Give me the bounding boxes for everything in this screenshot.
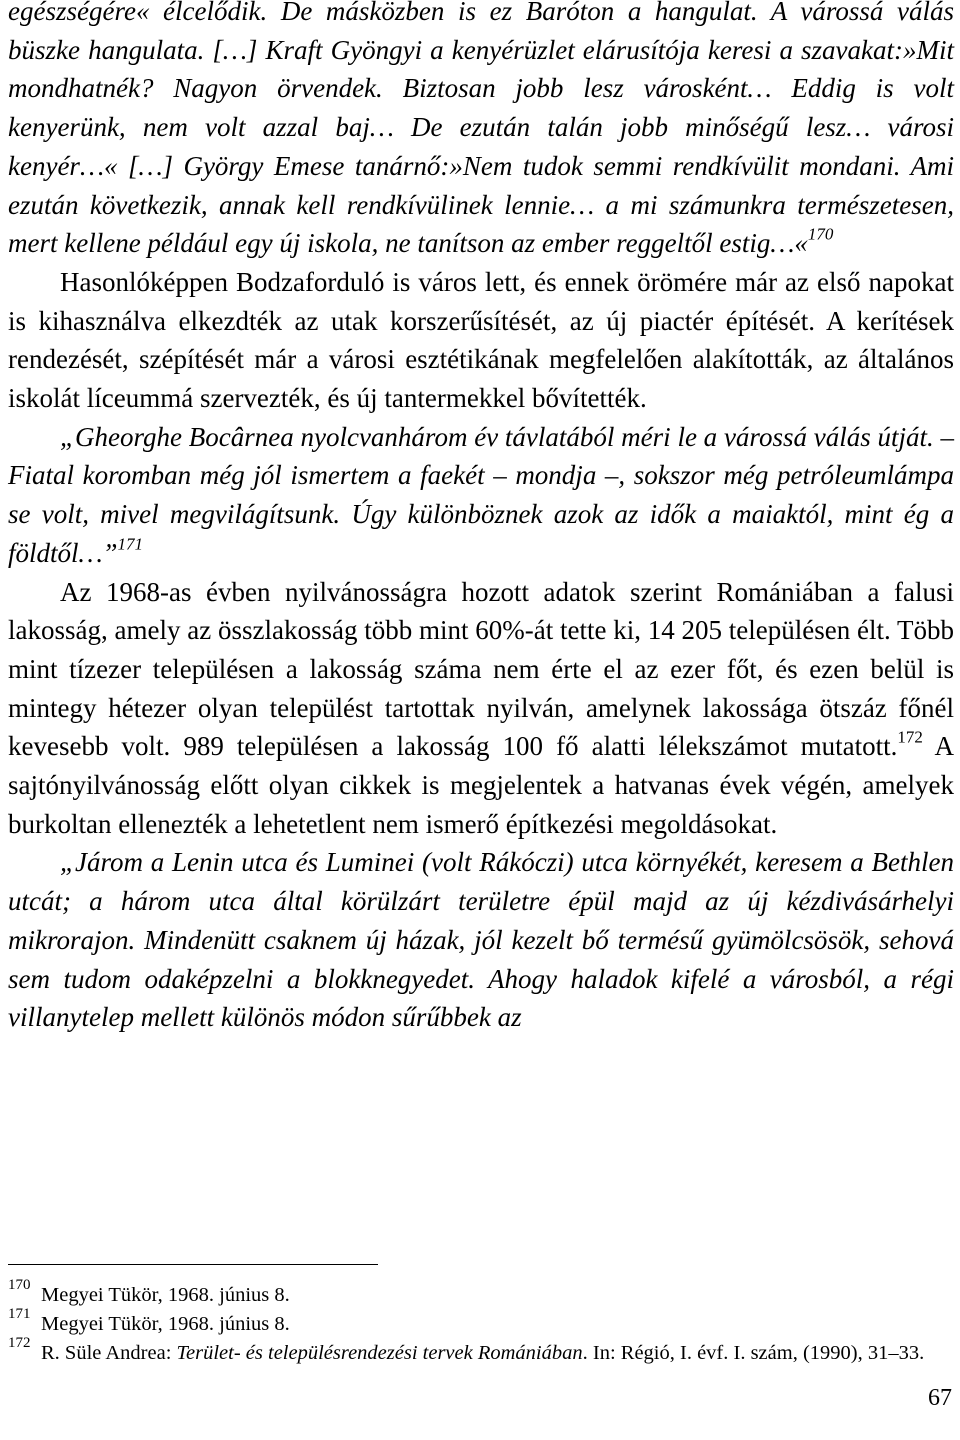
text-run: Hasonlóképpen Bodzaforduló is város lett, és ennek örömére már az első napokat is kihasználva elkezdték az utak korszerűsítését, az új piactér építését. A kerítések rendezését, szépítését már a városi esztétikának megfelelően alakították, az általános iskolát líceummá szervezték, és új tantermekkel bővítették.	[8, 266, 954, 414]
text-run: Megyei Tükör, 1968. június 8.	[41, 1313, 290, 1335]
body-text	[8, 0, 954, 1037]
footnotes	[8, 1277, 954, 1368]
footnote-text	[41, 1313, 290, 1335]
footnote-number: 172	[8, 1335, 31, 1351]
footnote-reference: 172	[897, 727, 923, 747]
footnote-divider	[8, 1264, 378, 1265]
footnote	[8, 1306, 954, 1339]
paragraph	[8, 573, 954, 844]
text-run: A sajtónyilvánosság előtt olyan cikkek is megjelentek a hatvanas évek végén, amelyek burkoltan ellenezték a lehetetlent nem ismerő építkezési megoldásokat.	[8, 731, 954, 839]
footnote	[8, 1277, 954, 1310]
footnote-reference: 171	[117, 534, 144, 554]
text-run: . In: Régió, I. évf. I. szám, (1990), 31‒33.	[582, 1342, 925, 1364]
italic-text-run: egészségére« élcelődik. De másközben is ez Baróton a hangulat. A várossá válás büszke hangulata. […] Kraft Gyöngyi a kenyérüzlet elárusítója keresi a szavakat:»Mit mondhatnék? Nagyon örvendek. Biztosan jobb lesz városként… Eddig is volt kenyerünk, nem volt azzal baj… De ezután talán jobb minőségű lesz… városi kenyér…« […] György Emese tanárnő:»Nem tudok semmi rendkívülit mondani. Ami ezután következik, annak kell rendkívülinek lennie… a mi számunkra természetesen, mert kellene például egy új iskola, ne tanítson az ember reggeltől estig…«	[8, 0, 954, 259]
italic-text-run: Terület- és településrendezési tervek Romániában	[176, 1342, 583, 1364]
text-run: Az 1968-as évben nyilvánosságra hozott adatok szerint Romániában a falusi lakosság, amely az összlakosság több mint 60%-át tette ki, 14 205 településen élt. Több mint tízezer településen a lakosság száma nem érte el az ezer főt, és ezen belül is mintegy hétezer olyan települést tartottak nyilván, amelynek lakossága ötszáz főnél kevesebb volt. 989 településen a lakosság 100 fő alatti lélekszámot mutatott.	[8, 576, 954, 762]
paragraph	[8, 263, 954, 418]
footnote-number: 170	[8, 1277, 31, 1293]
paragraph	[8, 0, 954, 263]
italic-text-run: „Járom a Lenin utca és Luminei (volt Rákóczi) utca környékét, keresem a Bethlen utcát; a három utca által körülzárt területre épül majd az új kézdivásárhelyi mikrorajon. Mindenütt csaknem új házak, jól kezelt bő termésű gyümölcsösök, sehová sem tudom odaképzelni a blokknegyedet. Ahogy haladok kifelé a városból, a régi villanytelep mellett különös módon sűrűbbek az	[8, 847, 954, 1033]
footnote	[8, 1335, 954, 1368]
footnote-text	[41, 1284, 290, 1306]
footnote-text	[41, 1342, 924, 1364]
italic-text-run: „Gheorghe Bocârnea nyolcvanhárom év távlatából méri le a várossá válás útját. ‒ Fiatal koromban még jól ismertem a faekét ‒ mondja ‒, sokszor még petróleumlámpa se volt, mivel megvilágítsunk. Úgy különböznek azok az idők a maiaktól, mint ég a földtől…”	[8, 421, 954, 568]
text-run: Megyei Tükör, 1968. június 8.	[41, 1284, 290, 1306]
paragraph	[8, 418, 954, 573]
footnote-number: 171	[8, 1306, 31, 1322]
book-page	[8, 0, 954, 1411]
paragraph	[8, 843, 954, 1037]
footnote-reference: 170	[807, 224, 834, 244]
page-number: 67	[928, 1385, 952, 1411]
text-run: R. Süle Andrea:	[41, 1342, 177, 1364]
